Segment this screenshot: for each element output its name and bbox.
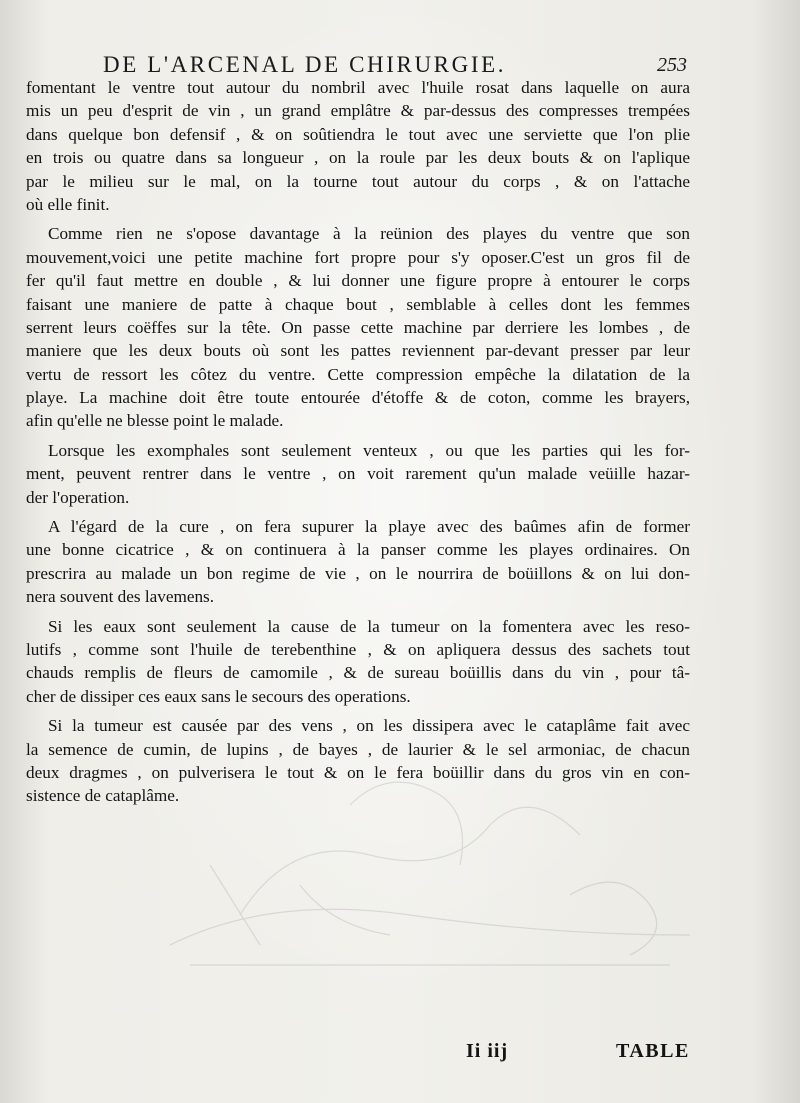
text-line: une bonne cicatrice , & on continuera à la panser comme les playes ordinaires. On — [26, 540, 690, 560]
text-line: playe. La machine doit être toute entourée d'étoffe & de coton, comme les brayers, — [26, 388, 690, 408]
text-line: où elle finit. — [26, 194, 110, 214]
text-line: ment, peuvent rentrer dans le ventre , on voit rarement qu'un malade veüille hazar- — [26, 464, 690, 484]
running-title: DE L'ARCENAL DE CHIRURGIE. — [103, 52, 507, 77]
text-line: dans quelque bon defensif , & on soûtiendra le tout avec une serviette que l'on plie — [26, 124, 690, 144]
text-line: Si la tumeur est causée par des vens , on les dissipera avec le cataplâme fait avec — [48, 716, 690, 736]
paragraph — [26, 714, 690, 808]
paragraph — [26, 439, 690, 509]
text-line: afin qu'elle ne blesse point le malade. — [26, 411, 284, 431]
text-line: prescrira au malade un bon regime de vie , on le nourrira de boüillons & on lui don- — [26, 563, 690, 583]
signature-mark: Ii iij — [466, 1040, 509, 1062]
text-line: A l'égard de la cure , on fera supurer la playe avec des baûmes afin de former — [48, 517, 690, 537]
text-line: Si les eaux sont seulement la cause de la tumeur on la fomentera avec les reso- — [48, 616, 690, 636]
text-line: Lorsque les exomphales sont seulement venteux , ou que les parties qui les for- — [48, 440, 690, 460]
text-line: nera souvent des lavemens. — [26, 587, 215, 607]
text-line: serrent leurs coëffes sur la tête. On passe cette machine par derriere les lombes , de — [26, 317, 690, 337]
text-line: la semence de cumin, de lupins , de bayes , de laurier & le sel armoniac, de chacun — [26, 739, 690, 759]
catchword: TABLE — [616, 1040, 690, 1062]
text-line: vertu de ressort les côtez du ventre. Cette compression empêche la dilatation de la — [26, 364, 690, 384]
text-line: der l'operation. — [26, 487, 130, 507]
page-number: 253 — [657, 54, 687, 76]
text-line: lutifs , comme sont l'huile de terebenthine , & on apliquera dessus des sachets tout — [26, 639, 690, 659]
text-line: mis un peu d'esprit de vin , un grand emplâtre & par-dessus des compresses trempées — [26, 101, 690, 121]
text-line: en trois ou quatre dans sa longueur , on la roule par les deux bouts & on l'aplique — [26, 148, 690, 168]
body-text — [26, 76, 690, 814]
text-line: cher de dissiper ces eaux sans le secours des operations. — [26, 686, 411, 706]
text-line: faisant une maniere de patte à chaque bout , semblable à celles dont les femmes — [26, 294, 690, 314]
paragraph — [26, 76, 690, 216]
page-footer — [0, 1040, 800, 1070]
text-line: sistence de cataplâme. — [26, 786, 180, 806]
paragraph — [26, 222, 690, 433]
text-line: mouvement,voici une petite machine fort propre pour s'y oposer.C'est un gros fil de — [26, 247, 690, 267]
text-line: maniere que les deux bouts où sont les pattes reviennent par-devant presser par leur — [26, 341, 690, 361]
text-line: fer qu'il faut mettre en double , & lui donner une figure propre à entourer le corps — [26, 271, 690, 291]
text-line: par le milieu sur le mal, on la tourne tout autour du corps , & on l'attache — [26, 171, 690, 191]
text-line: chauds remplis de fleurs de camomile , & de sureau boüillis dans du vin , pour tâ- — [26, 663, 690, 683]
paragraph — [26, 615, 690, 709]
text-line: Comme rien ne s'opose davantage à la reünion des playes du ventre que son — [48, 224, 690, 244]
text-line: fomentant le ventre tout autour du nombril avec l'huile rosat dans laquelle on aura — [26, 78, 690, 97]
paragraph — [26, 515, 690, 609]
text-line: deux dragmes , on pulverisera le tout & on le fera boüillir dans du gros vin en con- — [26, 762, 690, 782]
